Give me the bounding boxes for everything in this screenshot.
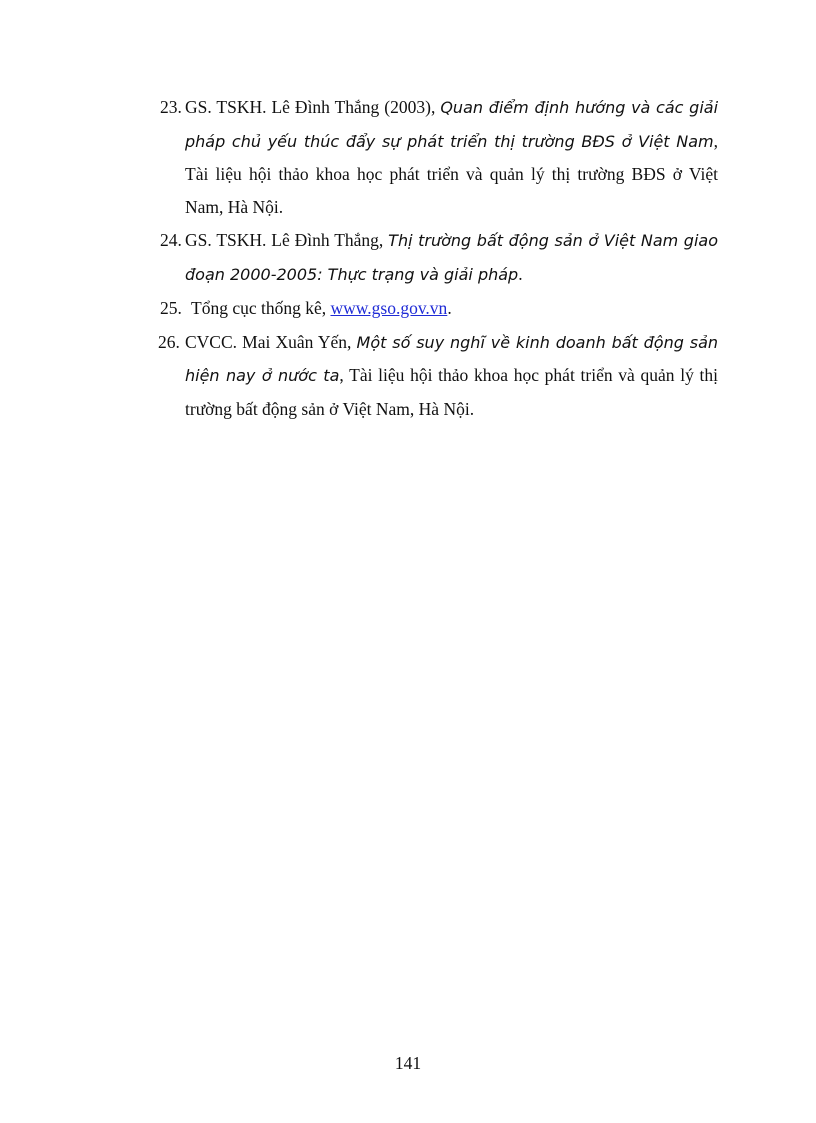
- reference-author: GS. TSKH. Lê Đình Thắng (2003),: [185, 97, 436, 117]
- reference-number: 23.: [160, 97, 182, 117]
- reference-item-25: [158, 292, 718, 325]
- page-number: 141: [394, 1053, 422, 1073]
- reference-separator: .: [518, 263, 523, 284]
- reference-number: 26.: [158, 331, 180, 352]
- reference-item-26: [158, 326, 718, 426]
- reference-list: [158, 91, 718, 425]
- reference-title: Quan điểm định hướng và các giải pháp chủ yếu thúc đẩy sự phát triển thị trường BĐS ở Việt Nam: [185, 98, 719, 151]
- reference-author: Tổng cục thống kê,: [191, 298, 327, 318]
- reference-separator: ,: [339, 365, 344, 385]
- reference-item-24: [158, 224, 718, 291]
- reference-source: Tài liệu hội thảo khoa học phát triển và quản lý thị trường BĐS ở Việt Nam, Hà Nội.: [185, 164, 718, 217]
- reference-author: CVCC. Mai Xuân Yến,: [185, 331, 352, 352]
- reference-number: 24.: [160, 230, 182, 250]
- reference-author: GS. TSKH. Lê Đình Thắng,: [185, 230, 384, 250]
- reference-title: Một số suy nghĩ về kinh doanh bất động sản hiện nay ở nước ta: [185, 332, 719, 385]
- reference-number: 25.: [160, 298, 182, 318]
- reference-separator: .: [447, 298, 452, 318]
- reference-separator: ,: [713, 130, 718, 151]
- reference-title: Thị trường bất động sản ở Việt Nam giao đoạn 2000-2005: Thực trạng và giải pháp: [185, 231, 719, 284]
- reference-item-23: [158, 91, 718, 223]
- reference-source: Tài liệu hội thảo khoa học phát triển và quản lý thị trường bất động sản ở Việt Nam, Hà Nội.: [185, 365, 719, 419]
- reference-link[interactable]: www.gso.gov.vn: [330, 298, 448, 318]
